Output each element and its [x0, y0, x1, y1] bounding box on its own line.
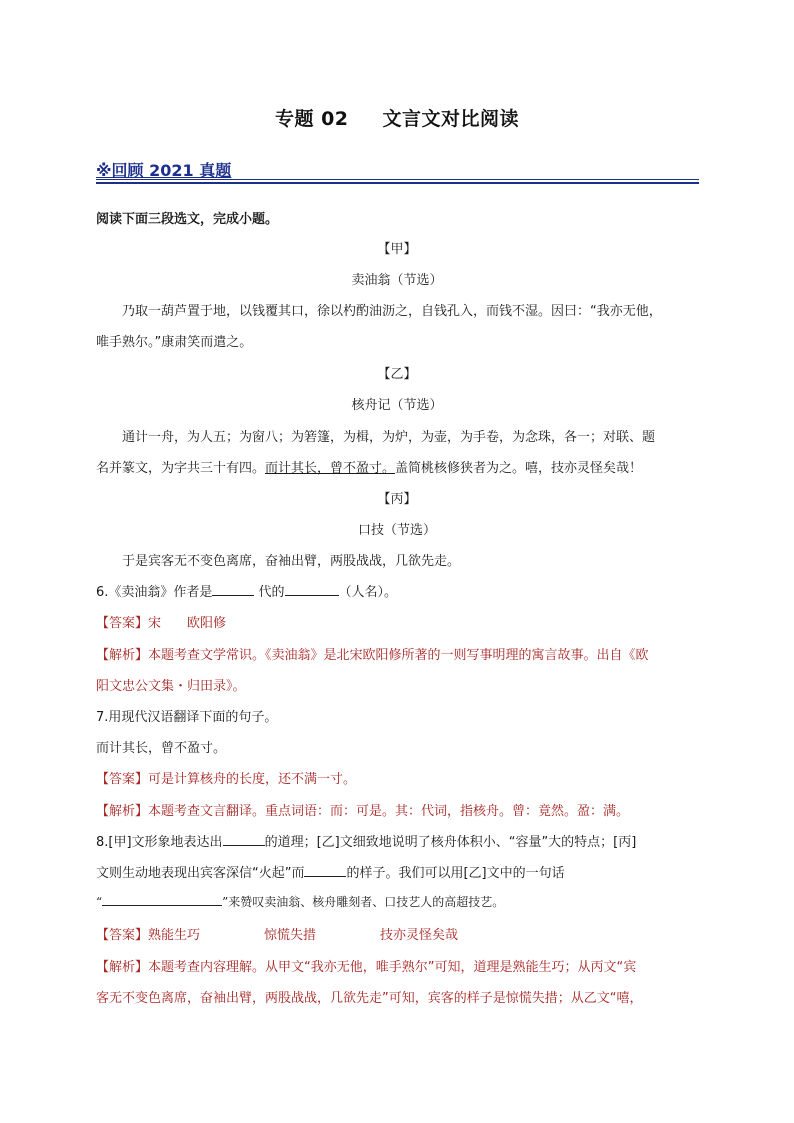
- q8-stem-2a: 文则生动地表现出宾客深信“火起”而: [96, 866, 305, 881]
- q6-analysis-line-2: 阳文忠公文集・归田录》。: [96, 679, 246, 694]
- q6-answer-2: 欧阳修: [187, 616, 227, 631]
- q8-stem-1a: 8.[甲]文形象地表达出: [96, 835, 223, 850]
- section-divider-thick: [96, 182, 699, 184]
- passage-title-bing: 口技（节选）: [357, 523, 436, 538]
- analysis-tag: 【解析】: [96, 648, 149, 663]
- passage-yi-text-end: 盖简桃核修狭者为之。嘻，技亦灵怪矣哉！: [395, 461, 643, 476]
- q8-stem-1b: 的道理；[乙]文细致地说明了核舟体积小、“容量”大的特点；[丙]: [264, 835, 637, 850]
- question-7: 7.用现代汉语翻译下面的句子。: [96, 710, 278, 725]
- q6-analysis-text-1: 本题考查文学常识。《卖油翁》是北宋欧阳修所著的一则写事明理的寓言故事。出自《欧: [148, 648, 649, 663]
- q6-answer: [96, 612, 704, 631]
- question-6: [96, 581, 704, 600]
- section-divider: [96, 179, 699, 180]
- passage-marker-yi: 【乙】: [377, 367, 417, 382]
- underlined-sentence: 而计其长，曾不盈寸。: [265, 461, 396, 476]
- q8-blank-3[interactable]: [102, 893, 222, 906]
- passage-title-jia: 卖油翁（节选）: [351, 273, 443, 288]
- passage-yi-text: 名并篆文，为字共三十有四。: [96, 461, 266, 476]
- q8-analysis-line-2: 客无不变色离席，奋袖出臂，两股战战，几欲先走”可知，宾客的样子是惊慌失措；从乙文“嘻，: [96, 991, 643, 1006]
- q8-answer: [96, 924, 704, 943]
- title-topic-number: 专题 02: [274, 108, 349, 130]
- q8-analysis-text-1: 本题考查内容理解。从甲文“我亦无他，唯手熟尔”可知，道理是熟能生巧；从丙文“宾: [148, 960, 637, 975]
- passage-marker-bing: 【丙】: [377, 492, 417, 507]
- q8-blank-1[interactable]: [223, 833, 265, 846]
- q8-stem-3b: ”来赞叹卖油翁、核舟雕刻者、口技艺人的高超技艺。: [222, 895, 505, 909]
- q7-answer-text: 可是计算核舟的长度，还不满一寸。: [148, 772, 357, 787]
- q6-blank-dynasty[interactable]: [212, 583, 254, 596]
- section-heading: ※回顾 2021 真题: [96, 161, 232, 180]
- q6-stem-part-3: （人名）。: [338, 585, 398, 600]
- q8-answer-1: 熟能生巧: [148, 928, 201, 943]
- passage-marker-jia: 【甲】: [377, 242, 417, 257]
- passage-title-yi: 核舟记（节选）: [351, 398, 443, 413]
- analysis-tag: 【解析】: [96, 960, 149, 975]
- title-topic-name: 文言文对比阅读: [382, 108, 520, 130]
- q6-answer-1: 宋: [148, 616, 162, 631]
- q8-quote-open: “: [96, 895, 103, 909]
- analysis-tag: 【解析】: [96, 804, 149, 819]
- question-8-line-3: [96, 893, 704, 910]
- passage-bing-line-1: 于是宾客无不变色离席，奋袖出臂，两股战战，几欲先走。: [122, 554, 461, 569]
- q7-answer: [96, 768, 704, 787]
- reading-instruction: 阅读下面三段选文，完成小题。: [96, 212, 279, 227]
- q6-blank-author[interactable]: [285, 583, 339, 596]
- q6-analysis-line-1: [96, 644, 704, 663]
- q8-answer-3: 技亦灵怪矣哉: [380, 928, 459, 943]
- q6-stem-part-2: 代的: [254, 585, 285, 600]
- answer-tag: 【答案】: [96, 616, 149, 631]
- q8-answer-2: 惊慌失措: [264, 928, 317, 943]
- q8-analysis-line-1: [96, 956, 704, 975]
- passage-yi-line-1: 通计一舟，为人五；为窗八；为箬篷，为楫，为炉，为壶，为手卷，为念珠，各一；对联、题: [122, 430, 656, 445]
- passage-jia-line-1: 乃取一葫芦置于地，以钱覆其口，徐以杓酌油沥之，自钱孔入，而钱不湿。因曰：“我亦无他，: [122, 304, 662, 319]
- q8-stem-2b: 的样子。我们可以用[乙]文中的一句话: [346, 866, 565, 881]
- q7-analysis-text: 本题考查文言翻译。重点词语：而：可是。其：代词，指核舟。曾：竟然。盈：满。: [148, 804, 630, 819]
- q7-analysis: [96, 800, 704, 819]
- q8-blank-2[interactable]: [304, 864, 346, 877]
- q6-stem-part-1: 6.《卖油翁》作者是: [96, 585, 213, 600]
- question-8-line-2: [96, 862, 704, 881]
- question-8-line-1: [96, 831, 704, 850]
- answer-tag: 【答案】: [96, 928, 149, 943]
- passage-jia-line-2: 唯手熟尔。”康肃笑而遣之。: [96, 335, 253, 350]
- q7-sentence: 而计其长，曾不盈寸。: [96, 741, 227, 756]
- answer-tag: 【答案】: [96, 772, 149, 787]
- passage-yi-line-2: [96, 457, 704, 476]
- page-title: [0, 104, 794, 131]
